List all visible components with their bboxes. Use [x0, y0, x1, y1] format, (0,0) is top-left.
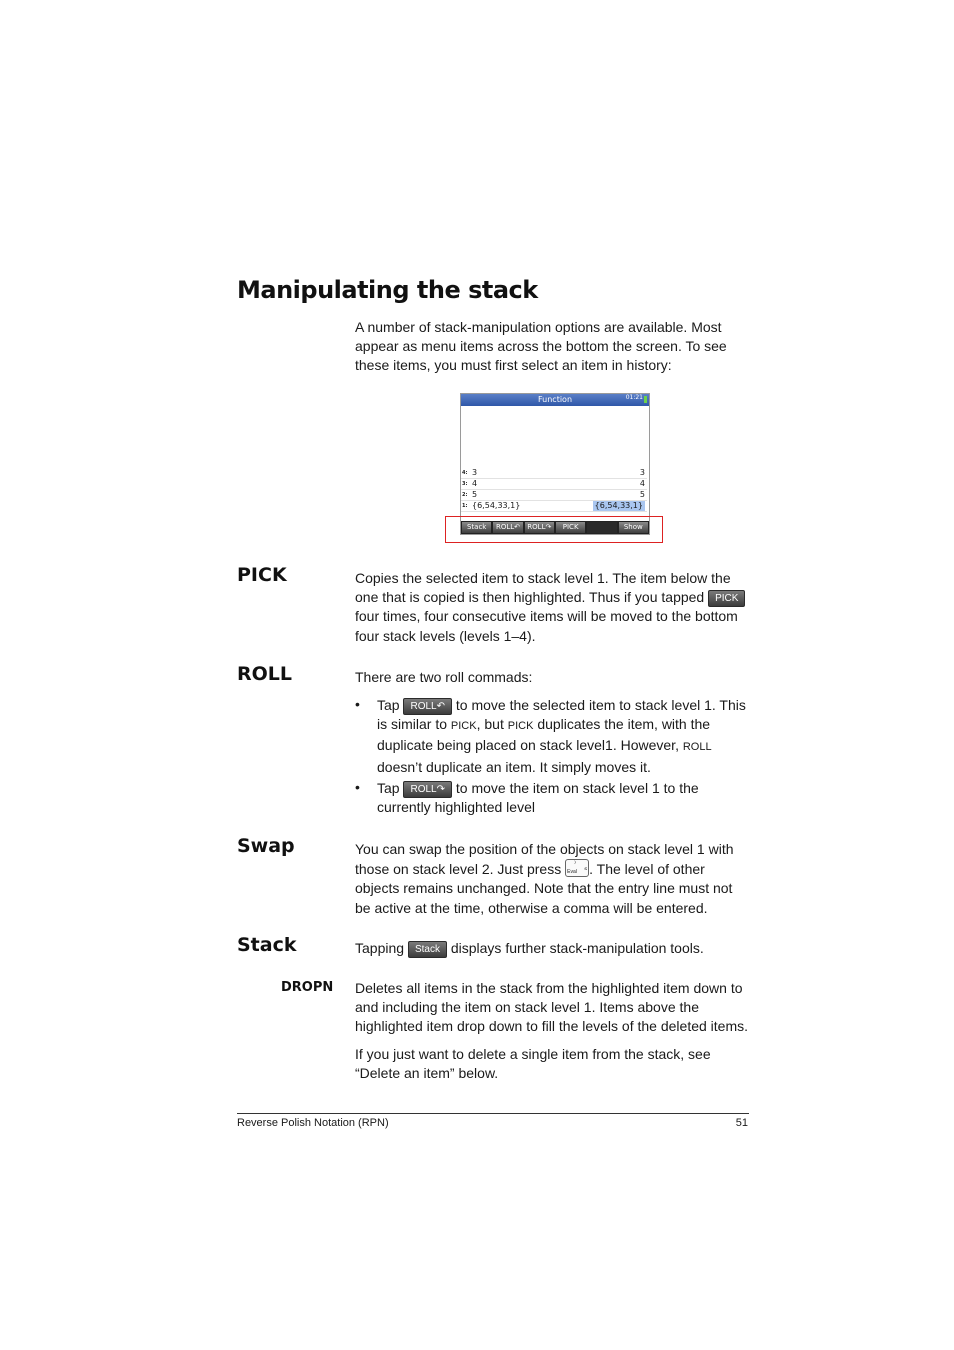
stack-text-2: displays further stack-manipulation tools.: [450, 940, 704, 956]
app-title-bar: [461, 394, 649, 406]
key-eval-label: Eval: [567, 869, 577, 876]
roll-b1-tap: Tap: [377, 697, 400, 713]
pick-heading: PICK: [237, 564, 287, 586]
stack-key: Stack: [408, 941, 447, 958]
key-right-label: ≤: [584, 866, 588, 873]
stack-heading: Stack: [237, 934, 297, 956]
stack-output: 3: [639, 468, 645, 477]
highlight-box: [445, 516, 663, 543]
pick-text-2: four times, four consecutive items will be moved to the bottom four stack levels (levels 1–4).: [355, 608, 738, 644]
dropn-paragraph: Deletes all items in the stack from the highlighted item down to and including the item on stack level 1. Items above the highlighted item drop down to fill the levels of the deleted items.: [355, 980, 749, 1035]
pick-paragraph: [355, 569, 750, 646]
calculator-screenshot: [460, 393, 650, 535]
roll-b1-text-2: , but: [476, 716, 504, 733]
roll-heading: ROLL: [237, 663, 292, 685]
menu-roll-down-button[interactable]: ROLL↷: [525, 522, 554, 533]
roll-b1-text-3: duplicates the item, with the duplicate being placed on stack level1. However,: [377, 716, 711, 754]
stack-row-selected[interactable]: [461, 501, 647, 512]
swap-key-icon: [565, 859, 589, 877]
pick-text: Copies the selected item to stack level 1. The item below the one that is copied is then highlighted. Thus if you tapped: [355, 570, 731, 606]
stack-output-highlighted: {6,54,33,1}: [594, 501, 643, 510]
stack-paragraph: [355, 939, 750, 958]
menu-roll-up-button[interactable]: ROLL↶: [493, 522, 522, 533]
roll-b2-tap: Tap: [377, 780, 400, 796]
menu-stack-button[interactable]: Stack: [462, 522, 491, 533]
stack-row[interactable]: [461, 468, 647, 479]
roll-b1-text-4: doesn’t duplicate an item. It simply moves it.: [377, 758, 651, 775]
footer-chapter: Reverse Polish Notation (RPN): [237, 1117, 389, 1129]
battery-icon: [644, 396, 647, 403]
roll-down-key: ROLL↷: [403, 781, 452, 798]
swap-paragraph: [355, 840, 750, 918]
clock: 01:21: [625, 394, 643, 401]
stack-text: Tapping: [355, 940, 405, 956]
stack-row[interactable]: [461, 490, 647, 501]
bullet: •: [355, 696, 360, 712]
roll-b1-text: to move the selected item to stack level 1. This is similar to: [377, 697, 746, 733]
dropn-heading: DROPN: [281, 980, 334, 995]
swap-text: You can swap the position of the objects on stack level 1 with those on stack level 2. Just press: [355, 841, 734, 878]
roll-b2-text: to move the item on stack level 1 to the currently highlighted level: [377, 780, 699, 816]
roll-up-key: ROLL↶: [403, 698, 452, 715]
footer-rule: [237, 1113, 749, 1114]
bullet: •: [355, 779, 360, 795]
swap-heading: Swap: [237, 835, 295, 857]
menu-show-button[interactable]: Show: [619, 522, 648, 533]
swap-text-2: . The level of other objects remains unchanged. Note that the entry line must not be active at the time, otherwise a comma will be entered.: [355, 861, 733, 916]
pick-key: PICK: [708, 590, 745, 607]
stack-input: 3: [472, 468, 478, 477]
roll-bullet-2: [377, 779, 749, 817]
stack-input: 5: [472, 490, 478, 499]
pick-smallcaps: PICK: [450, 720, 477, 733]
stack-output: 5: [639, 490, 645, 499]
stack-level: 1:: [462, 503, 468, 509]
stack-input: 4: [472, 479, 478, 488]
roll-smallcaps: ROLL: [682, 741, 712, 754]
pick-smallcaps: PICK: [507, 720, 534, 733]
stack-level: 4:: [462, 470, 468, 476]
intro-paragraph: A number of stack-manipulation options are available. Most appear as menu items across the bottom the screen. To see these items, you must first select an item in history:: [355, 319, 727, 374]
stack-level: 2:: [462, 492, 468, 498]
roll-intro: There are two roll commads:: [355, 669, 533, 685]
page-title: Manipulating the stack: [237, 276, 538, 304]
stack-input: {6,54,33,1}: [472, 501, 521, 510]
stack-output: 4: [639, 479, 645, 488]
app-title: Function: [537, 395, 573, 404]
dropn-note: If you just want to delete a single item from the stack, see “Delete an item” below.: [355, 1046, 711, 1082]
stack-level: 3:: [462, 481, 468, 487]
page-number: 51: [735, 1117, 748, 1129]
key-top-glyph: ⁾: [574, 861, 576, 869]
roll-bullet-1: [377, 696, 749, 777]
stack-row[interactable]: [461, 479, 647, 490]
menu-pick-button[interactable]: PICK: [556, 522, 585, 533]
